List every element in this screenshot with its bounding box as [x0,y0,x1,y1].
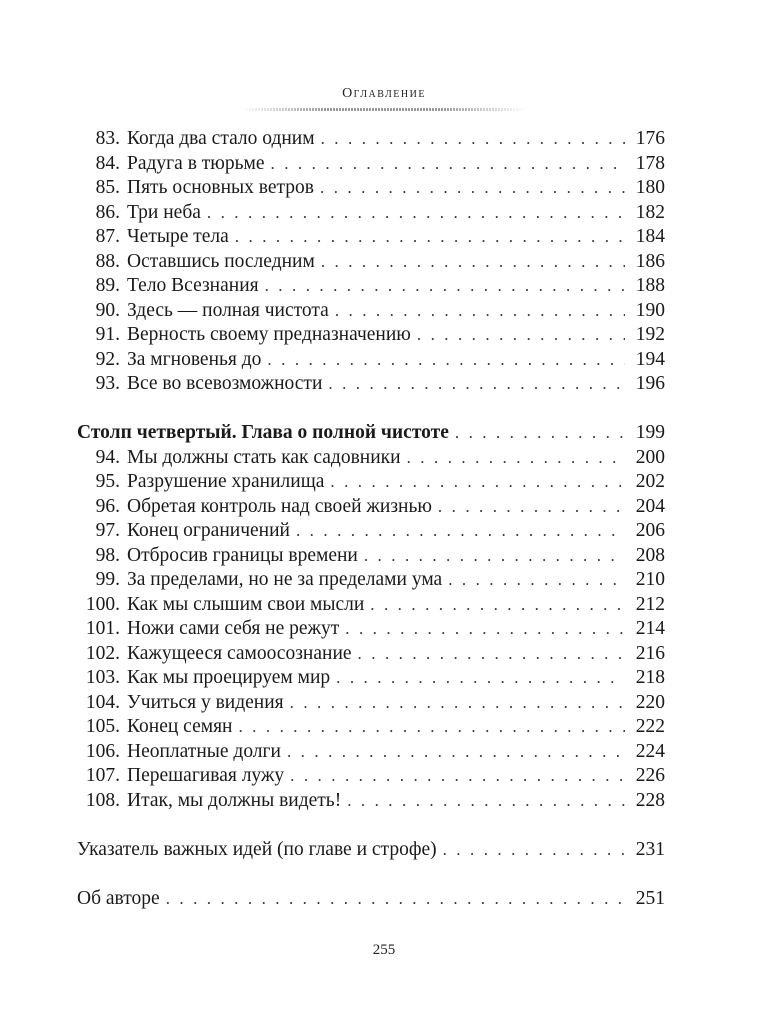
leader-dots [358,642,625,667]
toc-entry[interactable] [77,152,665,177]
chapter-number: 91. [95,324,120,345]
chapter-number: 86. [95,201,120,223]
toc-entry[interactable] [77,519,665,544]
table-of-contents [77,127,665,911]
page-number: 216 [635,642,665,664]
chapter-title: Четыре тела [127,226,229,247]
toc-entry[interactable] [77,201,665,226]
author-entry[interactable] [77,887,665,912]
leader-dots [166,887,625,912]
page-number: 231 [635,838,665,860]
chapter-number: 108. [85,789,120,811]
chapter-number: 100. [85,593,120,615]
page-number: 199 [635,422,665,443]
toc-entry[interactable] [77,789,665,814]
chapter-title: За пределами, но не за пределами ума [127,569,443,590]
page-number: 210 [635,569,665,590]
page-number: 202 [635,471,665,492]
chapter-number: 99. [95,569,120,590]
toc-entry[interactable] [77,715,665,740]
chapter-title: Оставшись последним [127,250,315,272]
leader-dots [370,593,625,618]
chapter-title: Неоплатные долги [127,740,281,762]
chapter-number: 93. [95,373,120,394]
chapter-title: Конец ограничений [127,520,290,541]
leader-dots [321,250,625,275]
chapter-title: Когда два стало одним [127,128,315,149]
running-header: Оглавление [342,86,426,101]
chapter-title: Все во всевозможности [127,373,323,394]
chapter-title: Конец семян [127,716,233,737]
toc-entry[interactable] [77,568,665,593]
page-number: 180 [635,177,665,198]
toc-entry[interactable] [77,446,665,471]
page-number: 228 [635,789,665,811]
toc-entry[interactable] [77,127,665,152]
chapter-number: 94. [95,446,120,468]
chapter-number: 98. [95,544,120,566]
page-number: 204 [635,495,665,517]
leader-dots [330,470,625,495]
page-folio: 255 [372,942,396,958]
chapter-number: 84. [95,152,120,174]
leader-dots [443,838,625,863]
page-number: 178 [635,152,665,174]
chapter-number: 85. [95,177,120,198]
chapter-number: 104. [85,691,120,713]
toc-entry[interactable] [77,372,665,397]
index-entry[interactable] [77,838,665,863]
toc-entry[interactable] [77,495,665,520]
chapter-number: 87. [95,226,120,247]
chapter-number: 95. [95,471,120,492]
leader-dots [238,715,625,740]
toc-entry[interactable] [77,225,665,250]
chapter-number: 89. [95,275,120,296]
chapter-list-b [77,446,665,814]
chapter-title: Перешагивая лужу [127,765,285,786]
page-number: 251 [635,887,665,909]
leader-dots [321,127,625,152]
page-number: 220 [635,691,665,713]
toc-entry[interactable] [77,250,665,275]
toc-entry[interactable] [77,176,665,201]
toc-entry[interactable] [77,274,665,299]
chapter-list-a [77,127,665,397]
part-title: Столп четвертый. Глава о полной чистоте [77,422,449,443]
page-number: 196 [635,373,665,394]
page-number: 218 [635,667,665,688]
chapter-title: Здесь — полная чистота [127,299,329,321]
toc-entry[interactable] [77,617,665,642]
page-number: 182 [635,201,665,223]
leader-dots [287,740,625,765]
chapter-number: 92. [95,348,120,370]
leader-dots [347,789,625,814]
page-number: 208 [635,544,665,566]
page-number: 222 [635,716,665,737]
toc-entry[interactable] [77,691,665,716]
leader-dots [336,666,625,691]
leader-dots [290,691,625,716]
page-number: 192 [635,324,665,345]
chapter-title: Отбросив границы времени [127,544,358,566]
toc-entry[interactable] [77,544,665,569]
leader-dots [265,274,625,299]
toc-entry[interactable] [77,323,665,348]
chapter-title: Итак, мы должны видеть! [127,789,342,811]
leader-dots [328,372,625,397]
chapter-title: За мгновенья до [127,348,262,370]
chapter-title: Радуга в тюрьме [127,152,265,174]
spacer [77,813,665,838]
leader-dots [267,348,625,373]
chapter-title: Обретая контроль над своей жизнью [127,495,432,517]
chapter-number: 105. [85,716,120,737]
chapter-number: 103. [85,667,120,688]
page-number: 206 [635,520,665,541]
leader-dots [345,617,625,642]
leader-dots [407,446,625,471]
page-number: 224 [635,740,665,762]
leader-dots [448,568,625,593]
chapter-title: Три неба [127,201,201,223]
page-number: 226 [635,765,665,786]
leader-dots [296,519,625,544]
leader-dots [417,323,625,348]
page-number: 212 [635,593,665,615]
chapter-title: Разрушение хранилища [127,471,325,492]
leader-dots [207,201,625,226]
chapter-number: 97. [95,520,120,541]
spacer [77,397,665,422]
chapter-title: Пять основных ветров [127,177,315,198]
toc-entry[interactable] [77,764,665,789]
chapter-title: Верность своему предназначению [127,324,411,345]
leader-dots [290,764,625,789]
leader-dots [438,495,625,520]
page-number: 190 [635,299,665,321]
chapter-number: 90. [95,299,120,321]
toc-entry[interactable] [77,740,665,765]
chapter-title: Тело Всезнания [127,275,259,296]
chapter-title: Кажущееся самоосознание [127,642,352,664]
page-number: 186 [635,250,665,272]
chapter-title: Учиться у видения [127,691,284,713]
leader-dots [271,152,625,177]
chapter-number: 107. [85,765,120,786]
chapter-number: 102. [85,642,120,664]
leader-dots [455,421,625,446]
page-number: 200 [635,446,665,468]
leader-dots [320,176,625,201]
chapter-title: Как мы проецируем мир [127,667,331,688]
toc-entry[interactable] [77,299,665,324]
chapter-number: 83. [95,128,120,149]
leader-dots [364,544,625,569]
leader-dots [335,299,625,324]
chapter-title: Мы должны стать как садовники [127,446,401,468]
page-number: 214 [635,618,665,639]
toc-entry[interactable] [77,470,665,495]
page-number: 184 [635,226,665,247]
toc-entry[interactable] [77,593,665,618]
chapter-title: Как мы слышим свои мысли [127,593,365,615]
page-number: 176 [635,128,665,149]
chapter-number: 106. [85,740,120,762]
toc-entry[interactable] [77,666,665,691]
chapter-number: 101. [85,618,120,639]
chapter-number: 88. [95,250,120,272]
chapter-title: Ножи сами себя не режут [127,618,340,639]
chapter-number: 96. [95,495,120,517]
toc-entry[interactable] [77,642,665,667]
entry-title: Указатель важных идей (по главе и строфе) [77,838,437,860]
toc-entry[interactable] [77,348,665,373]
leader-dots [235,225,625,250]
entry-title: Об авторе [77,887,160,909]
page-number: 188 [635,275,665,296]
spacer [77,862,665,887]
part-heading[interactable] [77,421,665,446]
page-number: 194 [635,348,665,370]
header-rule [240,108,528,111]
